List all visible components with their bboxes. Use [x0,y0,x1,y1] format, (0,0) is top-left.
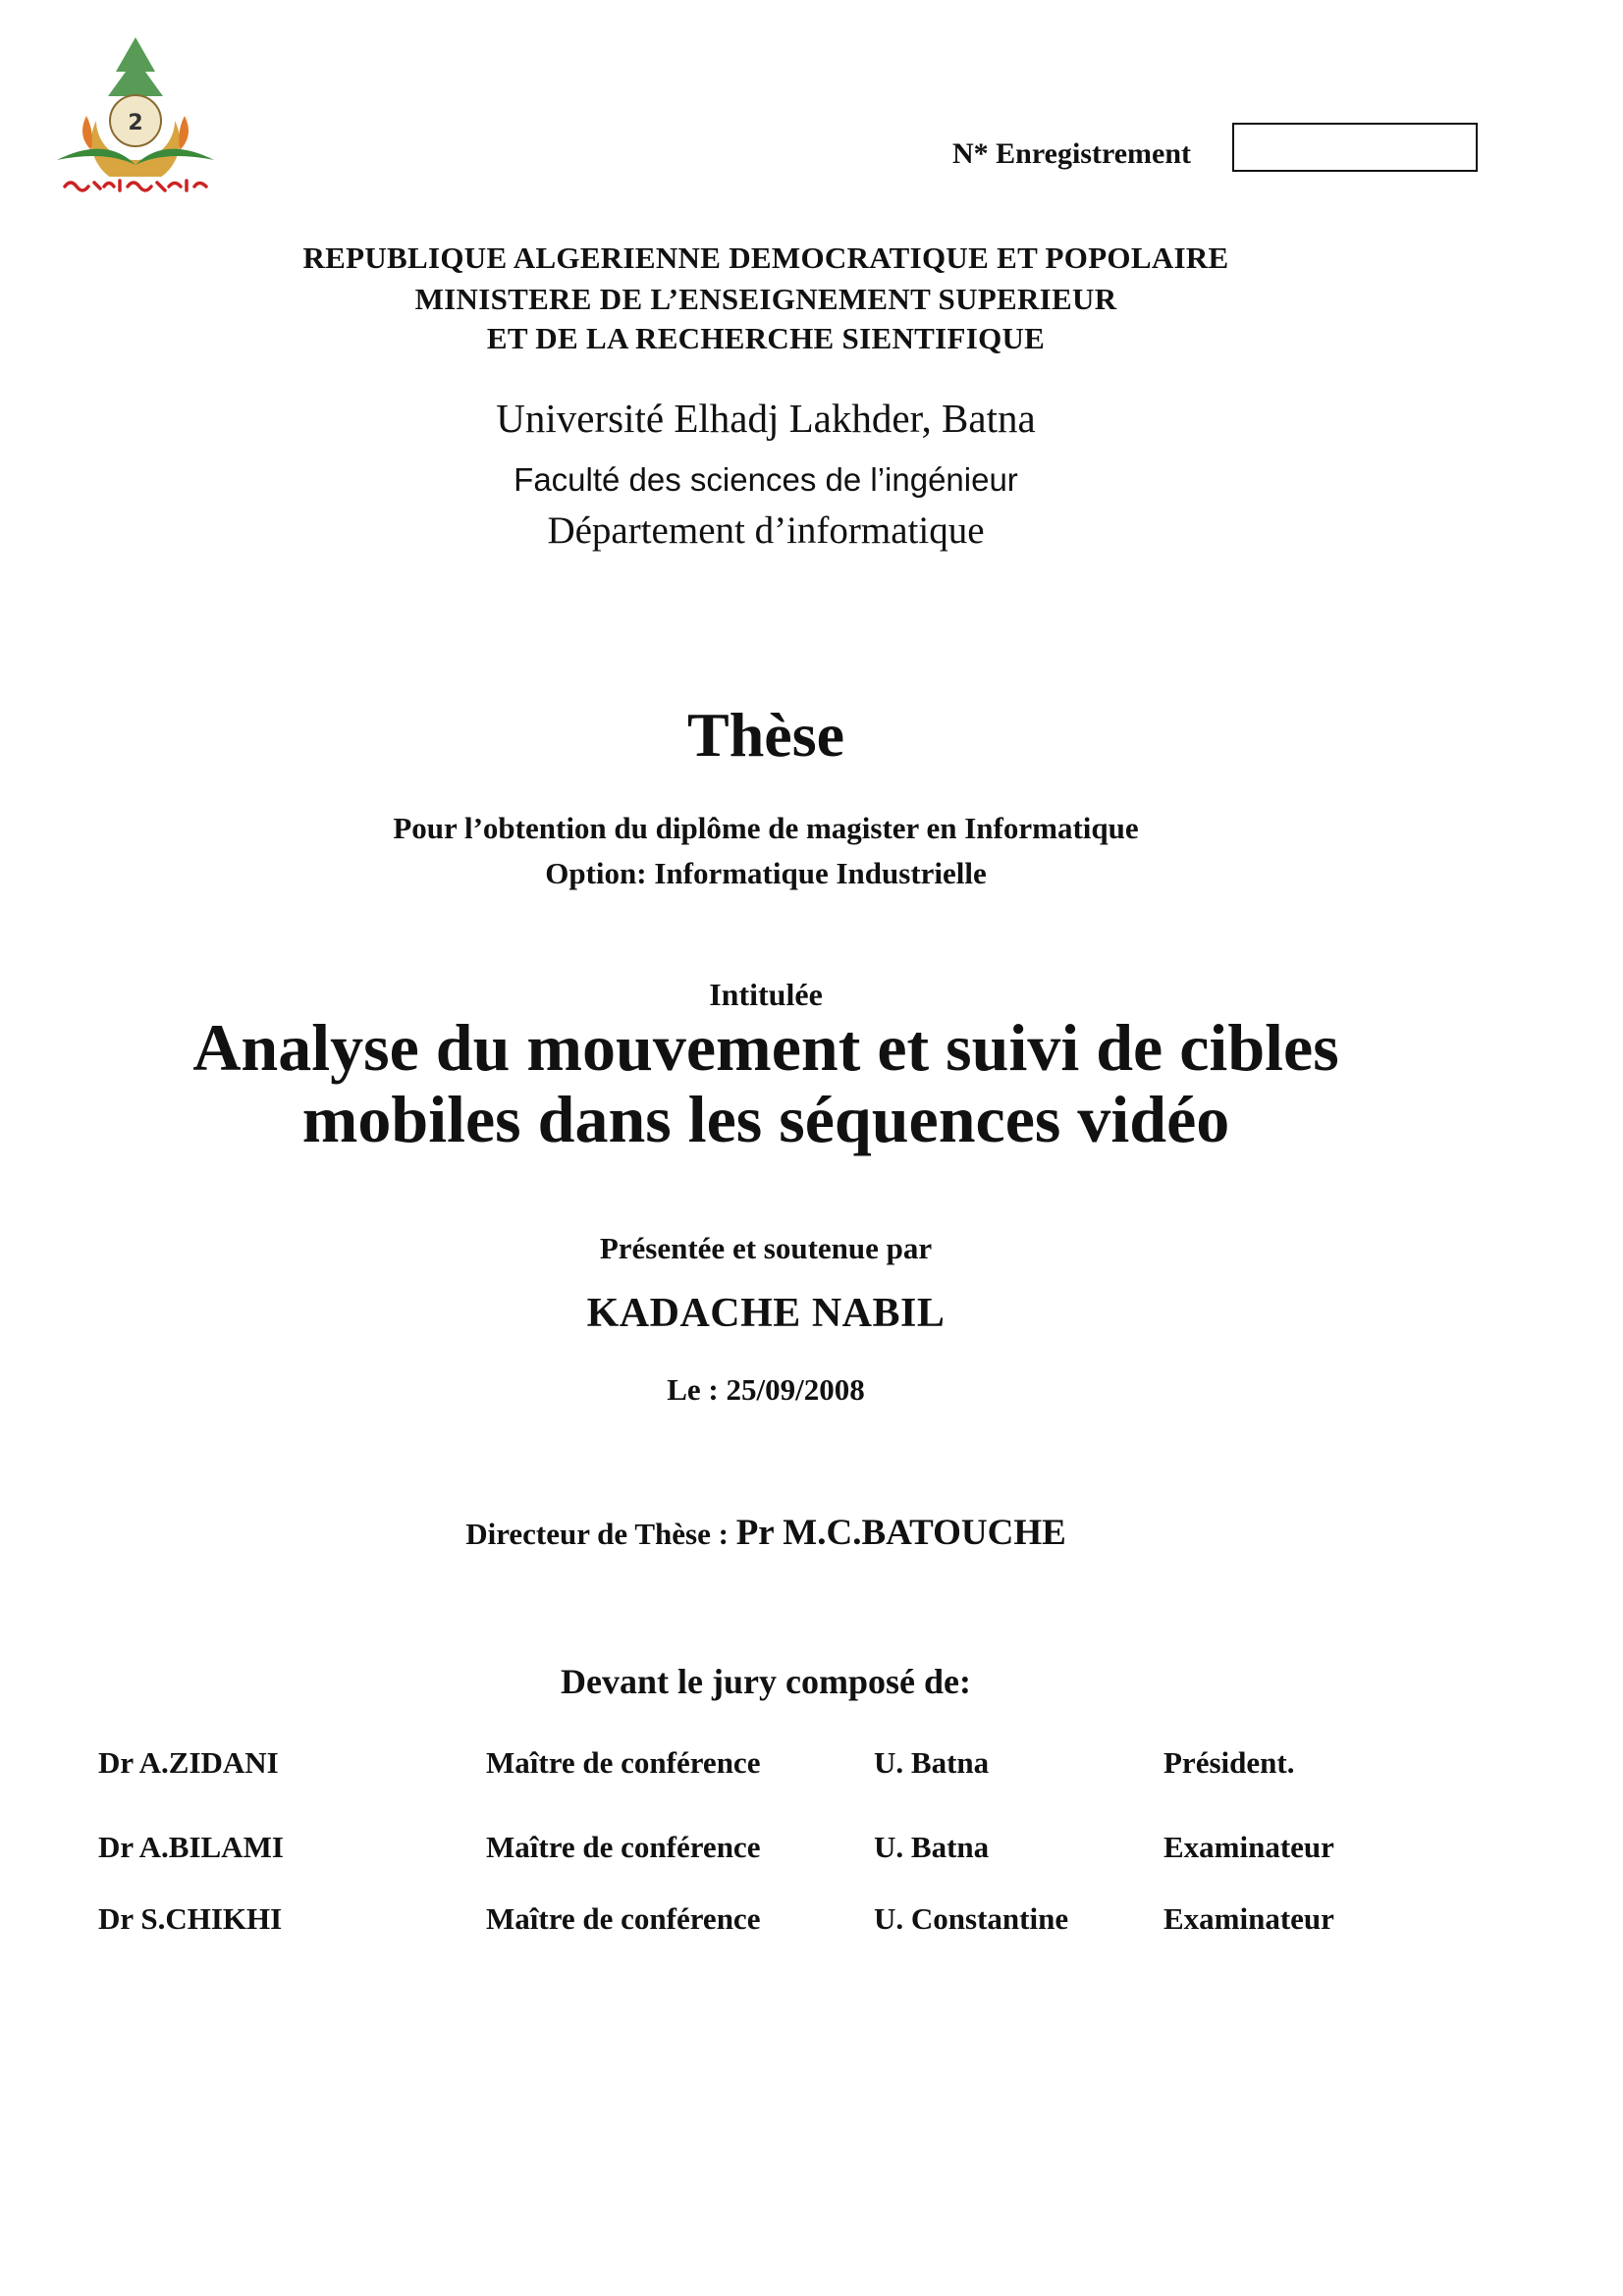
thesis-title-line2: mobiles dans les séquences vidéo [301,1082,1230,1156]
thesis-option: Option: Informatique Industrielle [545,856,987,890]
thesis-purpose: Pour l’obtention du diplôme de magister en Informatique [393,811,1139,845]
jury-name: Dr A.ZIDANI [98,1745,279,1780]
jury-rank: Maître de conférence [486,1901,761,1936]
jury-role: Examinateur [1163,1830,1334,1864]
jury-name: Dr A.BILAMI [98,1830,284,1864]
department-name: Département d’informatique [547,509,985,552]
registration-label: N* Enregistrement [952,137,1192,170]
jury-role: Président. [1163,1745,1295,1780]
defense-date: Le : 25/09/2008 [667,1372,865,1407]
director-label: Directeur de Thèse : [465,1517,736,1551]
jury-institution: U. Batna [874,1745,990,1780]
jury-institution: U. Constantine [874,1901,1069,1936]
thesis-type: Thèse [687,700,844,770]
thesis-director [0,1512,1532,1554]
jury-rank: Maître de conférence [486,1745,761,1780]
svg-text:2: 2 [128,111,143,135]
header-republic: REPUBLIQUE ALGERIENNE DEMOCRATIQUE ET POPOLAIRE [302,240,1229,275]
thesis-title-line1: Analyse du mouvement et suivi de cibles [192,1010,1339,1085]
header-ministry: MINISTERE DE L’ENSEIGNEMENT SUPERIEUR [414,282,1117,316]
author-name: KADACHE NABIL [586,1291,946,1336]
university-name: Université Elhadj Lakhder, Batna [496,396,1036,441]
director-name: Pr M.C.BATOUCHE [735,1513,1066,1553]
header-research: ET DE LA RECHERCHE SIENTIFIQUE [486,321,1046,355]
jury-heading: Devant le jury composé de: [561,1662,971,1701]
registration-number-box[interactable] [1232,123,1478,172]
university-logo [47,27,224,204]
presented-by: Présentée et soutenue par [599,1231,933,1265]
jury-institution: U. Batna [874,1830,990,1864]
university-emblem-icon [47,27,224,204]
jury-rank: Maître de conférence [486,1830,761,1864]
jury-name: Dr S.CHIKHI [98,1901,283,1936]
title-intro: Intitulée [709,977,823,1012]
jury-role: Examinateur [1163,1901,1334,1936]
faculty-name: Faculté des sciences de l’ingénieur [514,461,1018,498]
